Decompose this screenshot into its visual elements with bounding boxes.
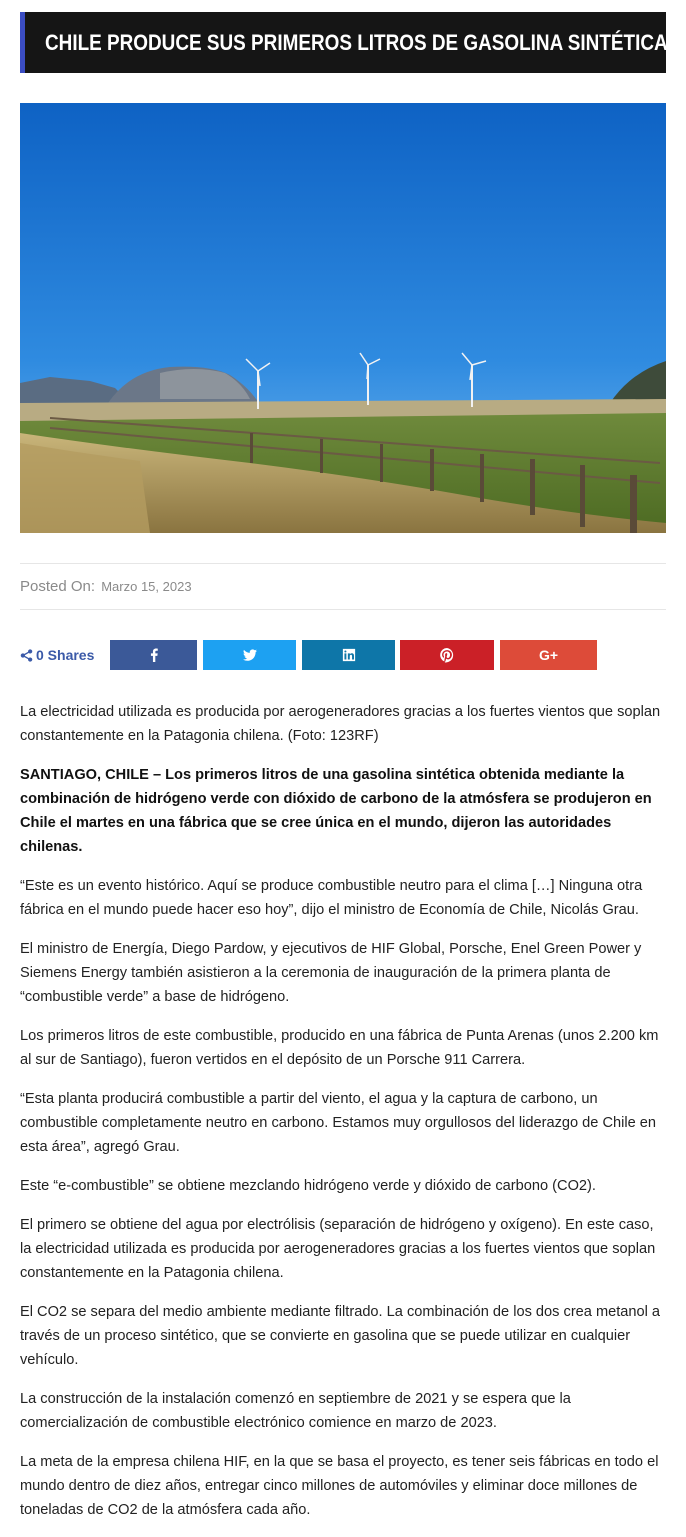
meta-divider-bottom	[20, 609, 666, 610]
article-paragraph: El CO2 se separa del medio ambiente mediante filtrado. La combinación de los dos crea metanol a través de un proceso sintético, que se convierte en gasolina que se puede utilizar en cualquier vehículo.	[20, 1304, 661, 1368]
share-count-label: 0 Shares	[36, 647, 95, 663]
article-paragraph: El primero se obtiene del agua por electrólisis (separación de hidrógeno y oxígeno). En este caso, la electricidad utilizada es producida por aerogeneradores gracias a los fuertes vientos que soplan constantemente en la Patagonia chilena.	[20, 1217, 656, 1281]
article-paragraph: La meta de la empresa chilena HIF, en la que se basa el proyecto, es tener seis fábricas en todo el mundo dentro de diez años, entregar cinco millones de automóviles y eliminar doce millones de toneladas de CO2 de la atmósfera cada año.	[20, 1454, 659, 1518]
article-paragraph: “Este es un evento histórico. Aquí se produce combustible neutro para el clima […] Ninguna otra fábrica en el mundo puede hacer eso hoy”, dijo el ministro de Economía de Chile, Nicolás Grau.	[20, 878, 643, 918]
posted-label: Posted On:	[20, 578, 96, 595]
share-google-plus-button[interactable]	[500, 640, 597, 670]
article-paragraph: “Esta planta producirá combustible a partir del viento, el agua y la captura de carbono, un combustible completamente neutro en carbono. Estamos muy orgullosos del liderazgo de Chile en esta área”, agregó Grau.	[20, 1091, 656, 1155]
post-meta	[20, 578, 192, 595]
share-bar	[20, 640, 666, 670]
facebook-icon	[147, 648, 161, 662]
article-title-bar	[20, 12, 666, 73]
twitter-icon	[243, 648, 257, 662]
article-paragraph: Este “e-combustible” se obtiene mezclando hidrógeno verde y dióxido de carbono (CO2).	[20, 1178, 596, 1194]
hero-image	[20, 103, 666, 533]
share-linkedin-button[interactable]	[302, 640, 395, 670]
share-twitter-button[interactable]	[203, 640, 296, 670]
share-icon	[20, 649, 33, 662]
article-lead: SANTIAGO, CHILE – Los primeros litros de una gasolina sintética obtenida mediante la combinación de hidrógeno verde con dióxido de carbono de la atmósfera se produjeron en Chile el martes en una fábrica que se cree única en el mundo, dijeron las autoridades chilenas.	[20, 767, 652, 855]
google-plus-icon: G+	[538, 647, 559, 663]
pinterest-icon	[440, 648, 454, 662]
article-title: CHILE PRODUCE SUS PRIMEROS LITROS DE GASOLINA SINTÉTICA	[45, 29, 668, 55]
image-caption: La electricidad utilizada es producida por aerogeneradores gracias a los fuertes vientos que soplan constantemente en la Patagonia chilena. (Foto: 123RF)	[20, 704, 661, 744]
share-pinterest-button[interactable]	[400, 640, 494, 670]
share-count	[20, 640, 94, 670]
article-paragraph: Los primeros litros de este combustible, producido en una fábrica de Punta Arenas (unos 2.200 km al sur de Santiago), fueron vertidos en el depósito de un Porsche 911 Carrera.	[20, 1028, 659, 1068]
article-body	[20, 700, 668, 1537]
meta-divider-top	[20, 563, 666, 564]
article-paragraph: La construcción de la instalación comenzó en septiembre de 2021 y se espera que la comercialización de combustible electrónico comience en marzo de 2023.	[20, 1391, 571, 1431]
posted-date: Marzo 15, 2023	[101, 579, 192, 594]
share-facebook-button[interactable]	[110, 640, 197, 670]
linkedin-icon	[342, 648, 356, 662]
wind-farm-photo	[20, 103, 666, 533]
article-paragraph: El ministro de Energía, Diego Pardow, y ejecutivos de HIF Global, Porsche, Enel Green Power y Siemens Energy también asistieron a la ceremonia de inauguración de la primera planta de “combustible verde” a base de hidrógeno.	[20, 941, 642, 1005]
